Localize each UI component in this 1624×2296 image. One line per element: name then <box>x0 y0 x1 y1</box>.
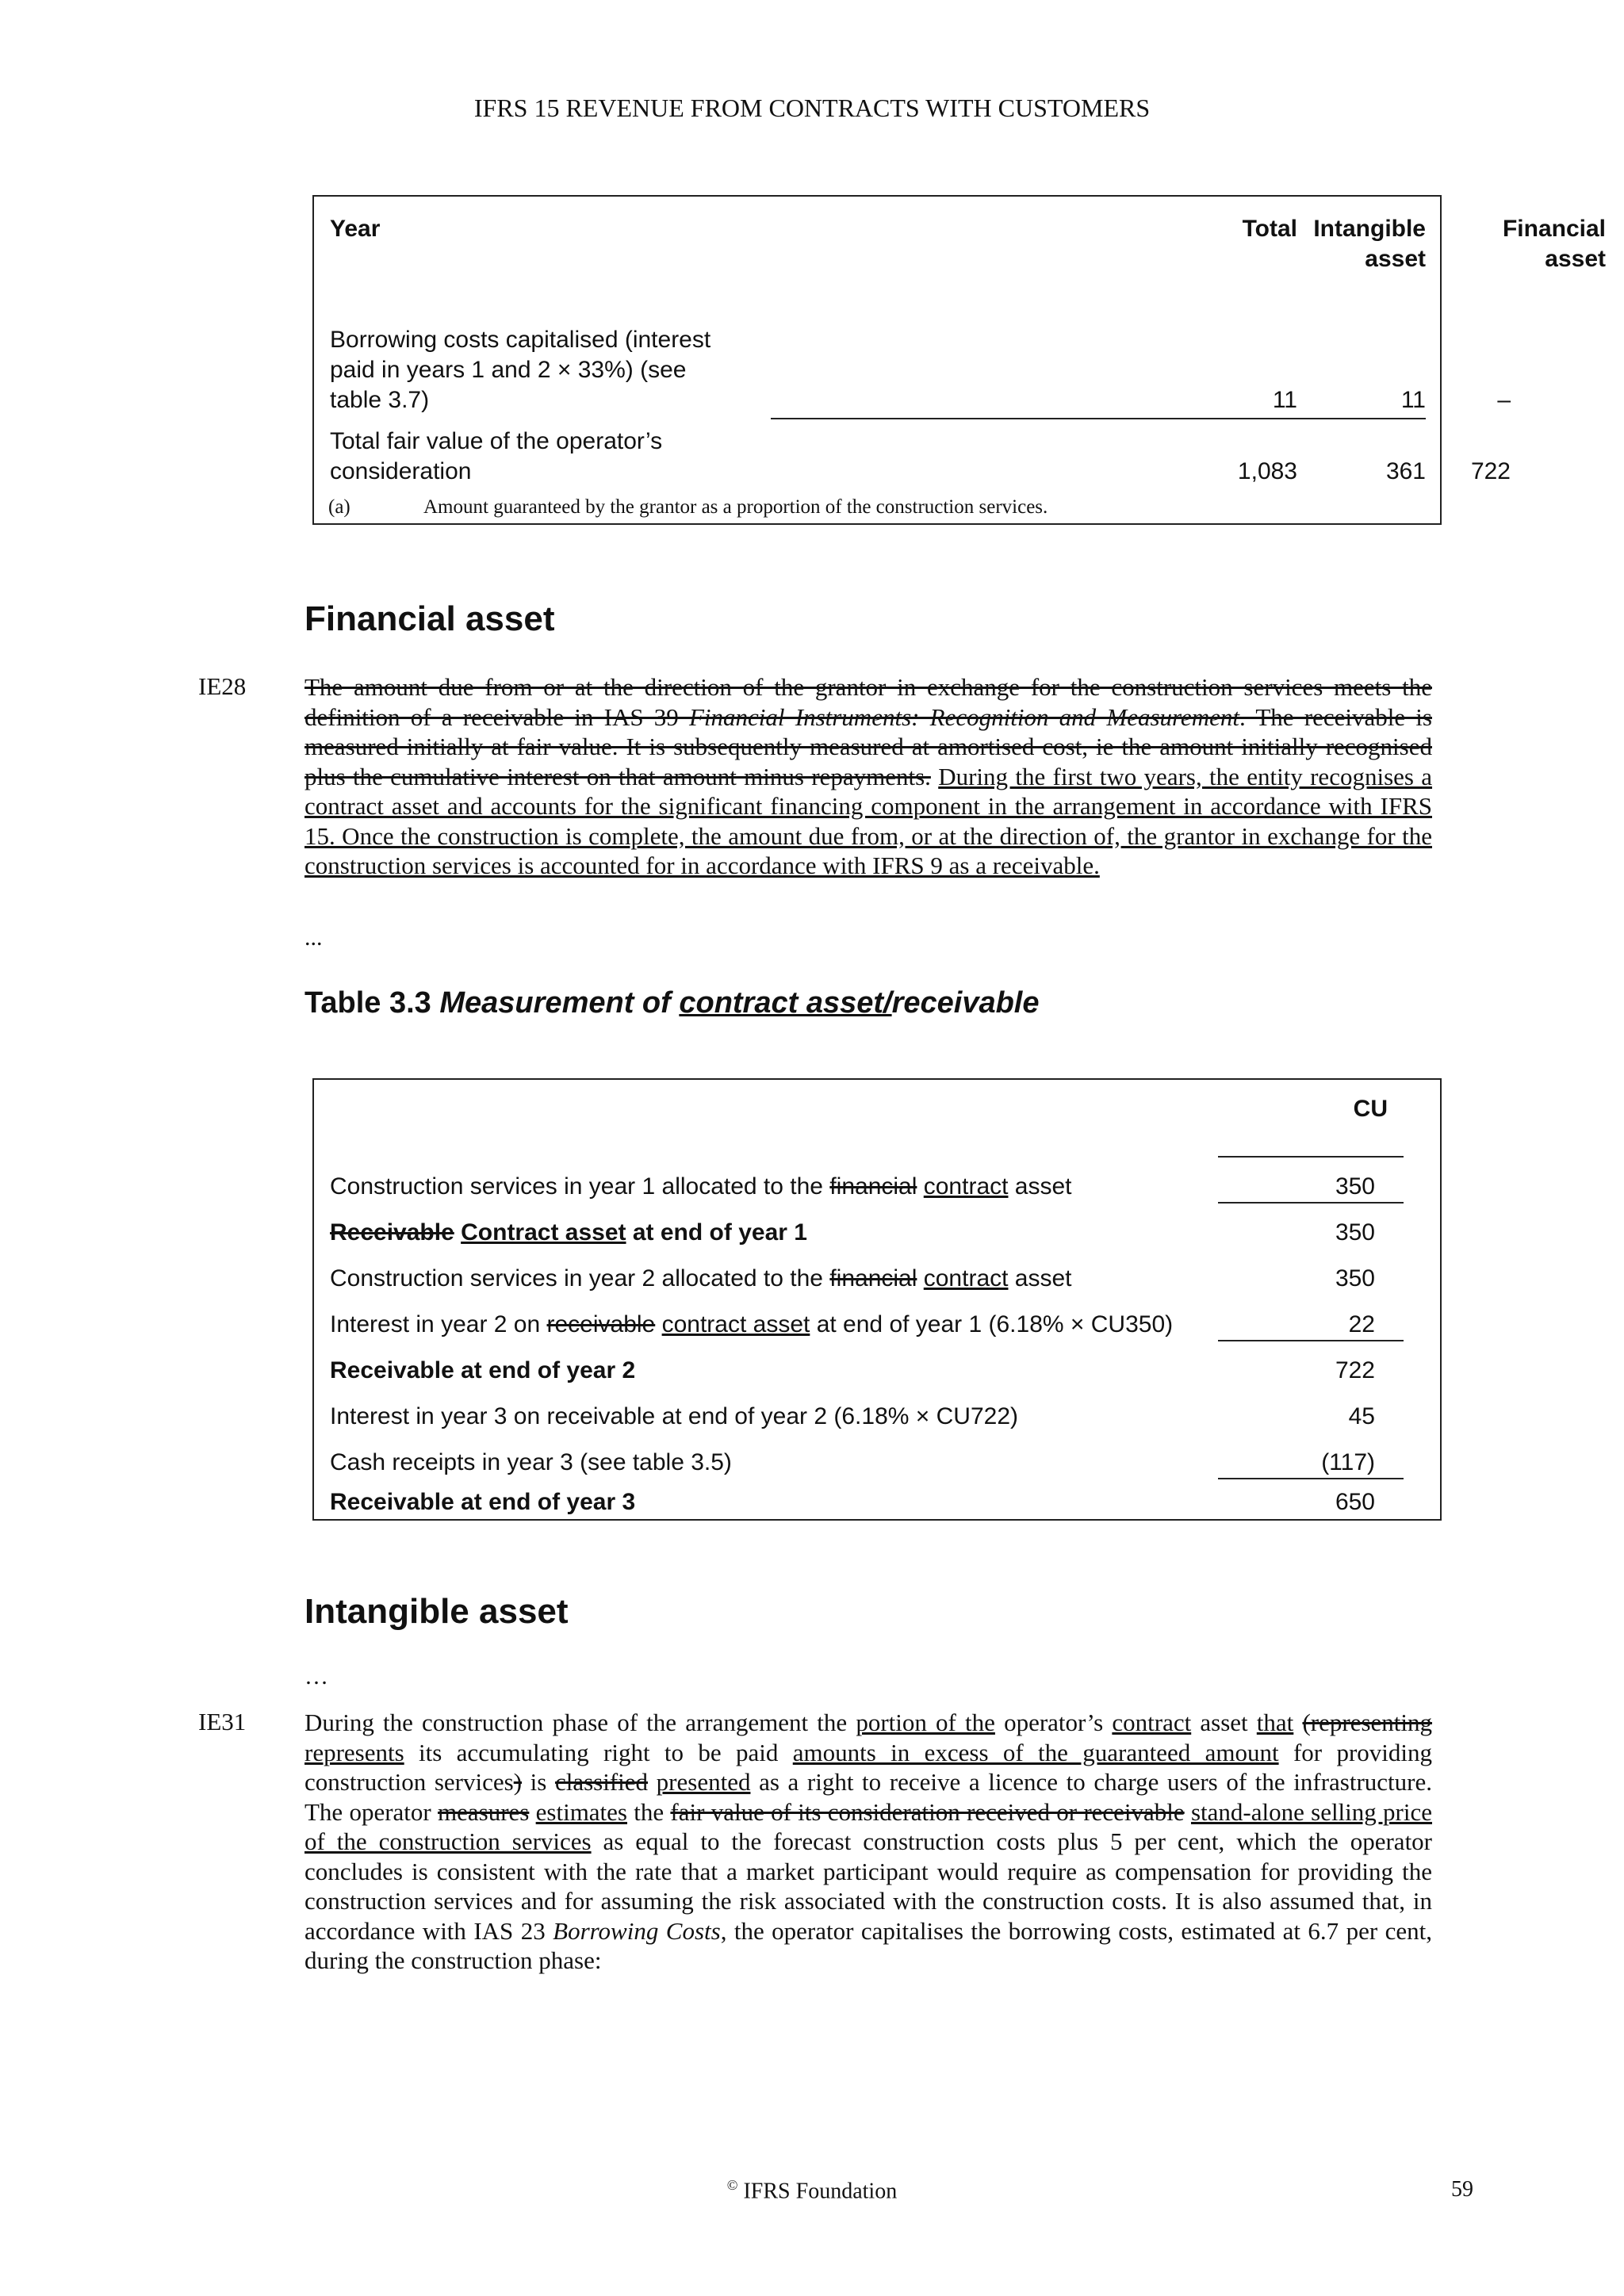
consideration-table: Year Total Financial asset Intangible asset Borrowing costs capitalised (interest paid in years 1 and 2 × 33%) (see table 3.7) 11 – 11 Total fair value of the operator’s consideration 1,083 722 361 (a) Amount guaranteed by the grantor as a proportion of the construction services. <box>312 195 1442 525</box>
table-caption: Table 3.3 Measurement of contract asset/receivable <box>304 986 1040 1020</box>
cell-total: 11 <box>1272 387 1297 413</box>
row-value: 650 <box>1335 1489 1375 1515</box>
page-number: 59 <box>1451 2177 1473 2202</box>
paragraph-number: IE31 <box>198 1708 247 1735</box>
col-header-total: Total <box>1242 216 1297 242</box>
row-underline <box>1218 1478 1404 1479</box>
table-row: Interest in year 2 on receivable contract asset at end of year 1 (6.18% × CU350) 22 <box>330 1311 1375 1337</box>
measurement-table <box>312 1078 1442 1521</box>
row-label: Borrowing costs capitalised (interest <box>330 327 711 353</box>
table-row: Receivable at end of year 2 722 <box>330 1357 1375 1383</box>
table-row: Cash receipts in year 3 (see table 3.5) (117) <box>330 1449 1375 1475</box>
cell-financial: – <box>1497 387 1511 413</box>
col-header-intangible: Intangible <box>1313 216 1426 242</box>
table-row: Receivable at end of year 3 650 <box>330 1489 1375 1515</box>
table-row: Construction services in year 1 allocated to the financial contract asset 350 <box>330 1173 1375 1200</box>
cell-financial: 722 <box>1470 458 1511 484</box>
table-row: Receivable Contract asset at end of year 1 350 <box>330 1219 1375 1246</box>
table-row: Construction services in year 2 allocated to the financial contract asset 350 <box>330 1265 1375 1292</box>
ellipsis: ... <box>304 924 323 951</box>
section-heading-intangible-asset: Intangible asset <box>304 1592 569 1631</box>
col-header-intangible-2: asset <box>1365 246 1426 272</box>
section-heading-financial-asset: Financial asset <box>304 599 555 638</box>
row-value: 45 <box>1348 1403 1375 1429</box>
paragraph-ie31: During the construction phase of the arrangement the portion of the operator’s contract asset that (representing represents its accumulating right to be paid amounts in excess of the guaranteed amount for providing construction services) is classified presented as a right to receive a licence to charge users of the infrastructure. The operator measures estimates the fair value of its consideration received or receivable stand-alone selling price of the construction services as equal to the forecast construction costs plus 5 per cent, which the operator concludes is consistent with the rate that a market participant would require as compensation for providing the construction services and for assuming the risk associated with the construction costs. It is also assumed that, in accordance with IAS 23 Borrowing Costs, the operator capitalises the borrowing costs, estimated at 6.7 per cent, during the construction phase: <box>304 1709 1433 1974</box>
cell-intangible: 361 <box>1385 458 1426 484</box>
col-header-cu: CU <box>1353 1096 1388 1122</box>
row-value: 22 <box>1348 1311 1375 1337</box>
row-underline <box>1218 1340 1404 1341</box>
running-header: IFRS 15 REVENUE FROM CONTRACTS WITH CUSTOMERS <box>473 94 1151 122</box>
table-footnote: (a) Amount guaranteed by the grantor as a proportion of the construction services. <box>328 496 1048 518</box>
row-label: table 3.7) <box>330 387 430 413</box>
row-label: paid in years 1 and 2 × 33%) (see <box>330 357 687 383</box>
col-header-year: Year <box>330 216 381 242</box>
row-divider <box>771 418 1426 419</box>
paragraph-ie28: The amount due from or at the direction of the grantor in exchange for the construction services meets the definition of a receivable in IAS 39 Financial Instruments: Recognition and Measurement. The receivable is measured initially at fair value. It is subsequently measured at amortised cost, ie the amount initially recognised plus the cumulative interest on that amount minus repayments. During the first two years, the entity recognises a contract asset and accounts for the significant financing component in the arrangement in accordance with IFRS 15. Once the construction is complete, the amount due from, or at the direction of, the grantor in exchange for the construction services is accounted for in accordance with IFRS 9 as a receivable. <box>304 673 1433 879</box>
cell-total: 1,083 <box>1237 458 1297 484</box>
cell-intangible: 11 <box>1400 387 1426 413</box>
table-row: Interest in year 3 on receivable at end of year 2 (6.18% × CU722) 45 <box>330 1403 1375 1429</box>
paragraph-number: IE28 <box>198 672 247 700</box>
header-underline <box>1218 1156 1404 1158</box>
row-value: (117) <box>1321 1449 1375 1475</box>
footer: © IFRS Foundation <box>726 2177 898 2204</box>
row-value: 350 <box>1335 1219 1375 1246</box>
row-label: consideration <box>330 458 472 484</box>
copyright-icon: © <box>726 2177 738 2193</box>
row-value: 350 <box>1335 1173 1375 1200</box>
row-underline <box>1218 1202 1404 1203</box>
row-label: Total fair value of the operator’s <box>330 428 663 454</box>
row-value: 722 <box>1335 1357 1375 1383</box>
ellipsis: … <box>304 1663 328 1689</box>
row-value: 350 <box>1335 1265 1375 1292</box>
